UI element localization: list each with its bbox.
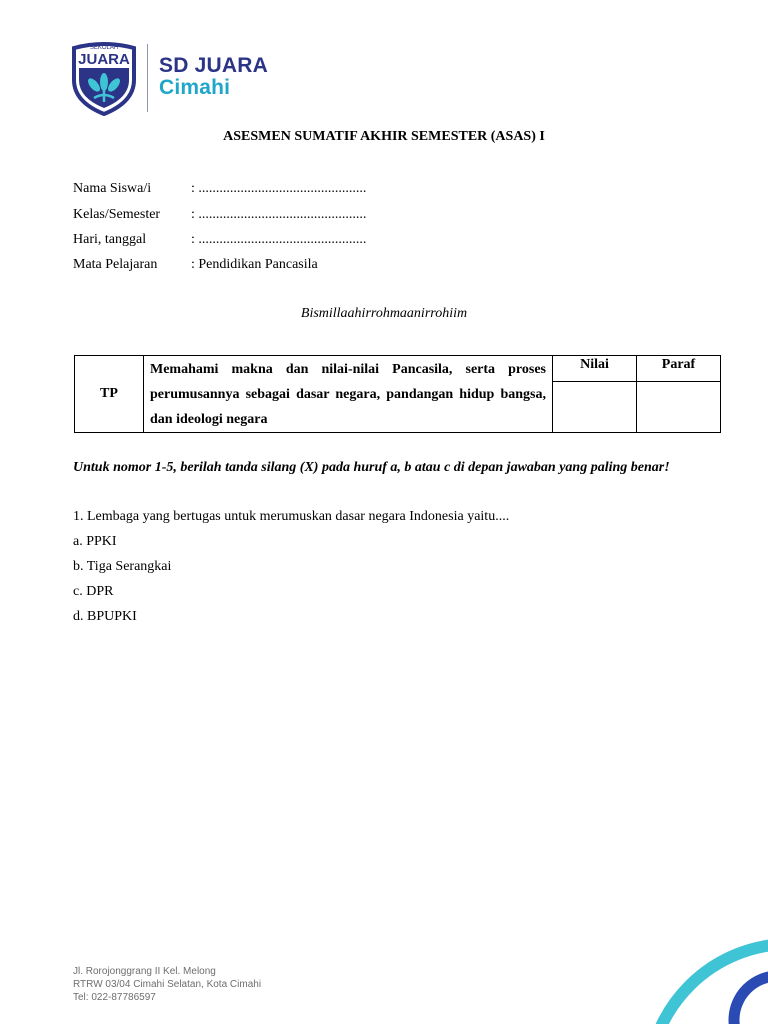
school-logo-emblem — [70, 40, 138, 116]
question-1-option-c[interactable]: c. DPR — [73, 584, 114, 599]
nilai-cell[interactable] — [553, 382, 637, 433]
form-label-day-date: Hari, tanggal — [73, 232, 147, 247]
emblem-main-text: JUARA — [78, 51, 130, 68]
emblem-top-text: SEKOLAH — [89, 45, 119, 51]
question-1-text: 1. Lembaga yang bertugas untuk merumuskan dasar negara Indonesia yaitu.... — [73, 509, 510, 524]
instruction-text: Untuk nomor 1-5, berilah tanda silang (X) pada huruf a, b atau c di depan jawaban yang paling benar! — [73, 460, 670, 475]
footer-decorative-arcs — [620, 910, 768, 1024]
logo-divider — [147, 44, 148, 112]
objective-table — [74, 355, 721, 433]
objective-code: TP — [75, 356, 144, 433]
question-1-option-a[interactable]: a. PPKI — [73, 534, 117, 549]
form-value-class-semester[interactable]: : ................................................ — [191, 207, 367, 222]
form-value-day-date[interactable]: : ................................................ — [191, 232, 367, 247]
footer-phone: Tel: 022-87786597 — [73, 992, 156, 1003]
form-label-class-semester: Kelas/Semester — [73, 207, 161, 222]
question-1-option-d[interactable]: d. BPUPKI — [73, 609, 137, 624]
form-label-student-name: Nama Siswa/i — [73, 181, 152, 196]
opening-prayer: Bismillaahirrohmaanirrohiim — [300, 306, 468, 321]
document-title: ASESMEN SUMATIF AKHIR SEMESTER (ASAS) I — [223, 129, 545, 144]
question-1-option-b[interactable]: b. Tiga Serangkai — [73, 559, 172, 574]
form-value-subject: : Pendidikan Pancasila — [191, 257, 318, 272]
school-name-secondary: Cimahi — [159, 76, 231, 99]
paraf-header: Paraf — [637, 356, 721, 382]
footer-address-line-1: Jl. Rorojonggrang II Kel. Melong — [73, 966, 216, 977]
school-name-primary: SD JUARA — [159, 54, 268, 77]
nilai-header: Nilai — [553, 356, 637, 382]
form-value-student-name[interactable]: : ................................................ — [191, 181, 367, 196]
form-label-subject: Mata Pelajaran — [73, 257, 158, 272]
footer-address-line-2: RTRW 03/04 Cimahi Selatan, Kota Cimahi — [73, 979, 262, 990]
objective-description: Memahami makna dan nilai-nilai Pancasila, serta proses perumusannya sebagai dasar negara, pandangan hidup bangsa, dan ideologi negara — [144, 356, 553, 433]
paraf-cell[interactable] — [637, 382, 721, 433]
